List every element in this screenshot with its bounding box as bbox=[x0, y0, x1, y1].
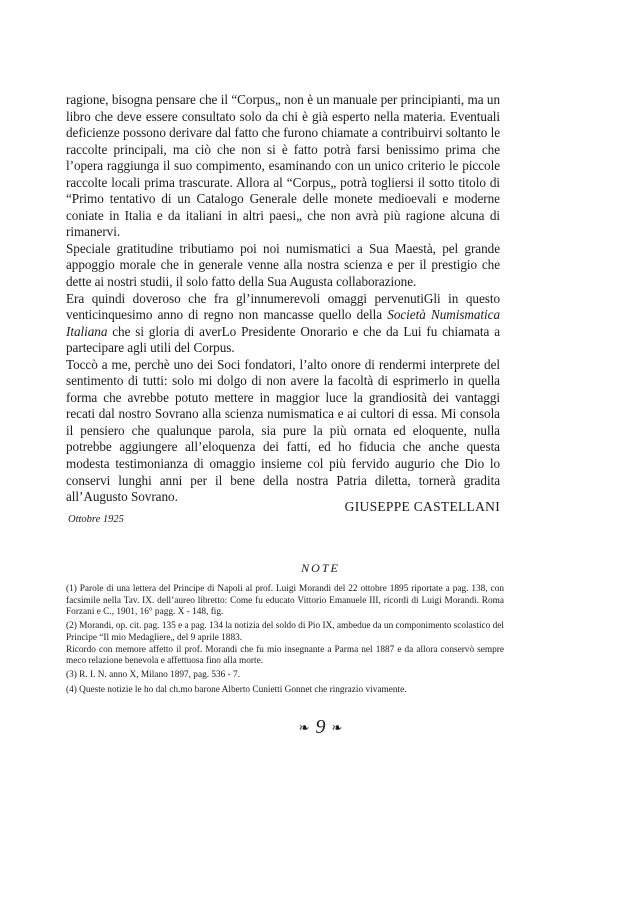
ornament-left-icon: ❧ bbox=[298, 720, 310, 736]
notes-heading: NOTE bbox=[301, 561, 340, 575]
footnotes bbox=[66, 584, 504, 699]
page-number-value: 9 bbox=[315, 716, 326, 738]
paragraph-homage-start: Era quindi doveroso che fra gl’innumerevoli omaggi pervenutiGli in questo venticinquesimo anno di regno non mancasse quello della bbox=[66, 290, 500, 323]
footnote-2: (2) Morandi, op. cit. pag. 135 e a pag. 134 la notizia del soldo di Pio IX, ambedue da un componimento scolastico del Principe “Il mio Medagliere„ del 9 aprile 1883. bbox=[66, 621, 504, 643]
paragraph-corpus: ragione, bisogna pensare che il “Corpus„ non è un manuale per principianti, ma un libro che deve essere consultato solo da chi è già esperto nella materia. Eventuali deficienze possono derivare dal fatto che furono chiamate a contribuirvi soltanto le raccolte principali, ma ciò che non si è fatto potrà farsi benissimo prima che l’opera raggiunga il suo compimento, esaminando con un unico criterio le piccole raccolte locali prima trascurate. Allora al “Corpus„ potrà togliersi il sotto titolo di “Primo tentativo di un Catalogo Generale delle monete medioevali e moderne coniate in Italia e da italiani in altri paesi„ che non avrà più ragione alcuna di rimanervi. bbox=[66, 92, 500, 240]
page-number bbox=[0, 716, 641, 739]
date-line: Ottobre 1925 bbox=[68, 514, 124, 525]
ornament-right-icon: ❧ bbox=[331, 720, 343, 736]
paragraph-homage-end: che si gloria di averLo Presidente Onorario e che da Lui fu chiamata a partecipare agli utili del Corpus. bbox=[66, 323, 500, 356]
footnote-4: (4) Queste notizie le ho dal ch.mo barone Alberto Cunietti Gonnet che ringrazio vivamente. bbox=[66, 684, 407, 695]
footnote-2-continued: Ricordo con memore affetto il prof. Morandi che fu mio insegnante a Parma nel 1887 e da allora conservò sempre meco relazione benevola e affettuosa fino alla morte. bbox=[66, 644, 504, 667]
footnote-3: (3) R. I. N. anno X, Milano 1897, pag. 536 - 7. bbox=[66, 670, 241, 681]
society-name: Società Numismatica Italiana bbox=[66, 307, 501, 339]
paragraph-homage bbox=[66, 291, 500, 357]
main-text bbox=[66, 92, 500, 506]
footnote-1: (1) Parole di una lettera del Principe di Napoli al prof. Luigi Morandi del 22 ottobre 1895 riportate a pag. 138, con facsimile nella Tav. IX. dell’aureo libretto: Come fu educato Vittorio Emanuele III, ricordi di Luigi Morandi. Roma Forzani e C., 1901, 16° pagg. X - 148, fig. bbox=[66, 584, 504, 618]
paragraph-gratitude: Speciale gratitudine tributiamo poi noi numismatici a Sua Maestà, pel grande appoggio morale che in generale venne alla nostra scienza e per il prestigio che dette ai nostri studii, il solo fatto della Sua Augusta collaborazione. bbox=[66, 240, 500, 290]
paragraph-closing: Toccò a me, perchè uno dei Soci fondatori, l’alto onore di rendermi interprete del sentimento di tutti: solo mi dolgo di non avere la facoltà di esprimerlo in quella forma che avrebbe potuto mettere in maggior luce la grandiosità dei vantaggi recati dal nostro Sovrano alla scienza numismatica e ai cultori di essa. Mi consola il pensiero che qualunque parola, sia pure la più ornata ed eloquente, nulla potrebbe aggiungere all’eloquenza dei fatti, ed ho fiducia che anche questa modesta testimonianza di omaggio insieme col più fervido augurio che Dio lo conservi lunghi anni per il bene della nostra Patria diletta, tornerà gradita all’Augusto Sovrano. bbox=[66, 356, 500, 505]
author-signature: GIUSEPPE CASTELLANI bbox=[344, 499, 500, 514]
